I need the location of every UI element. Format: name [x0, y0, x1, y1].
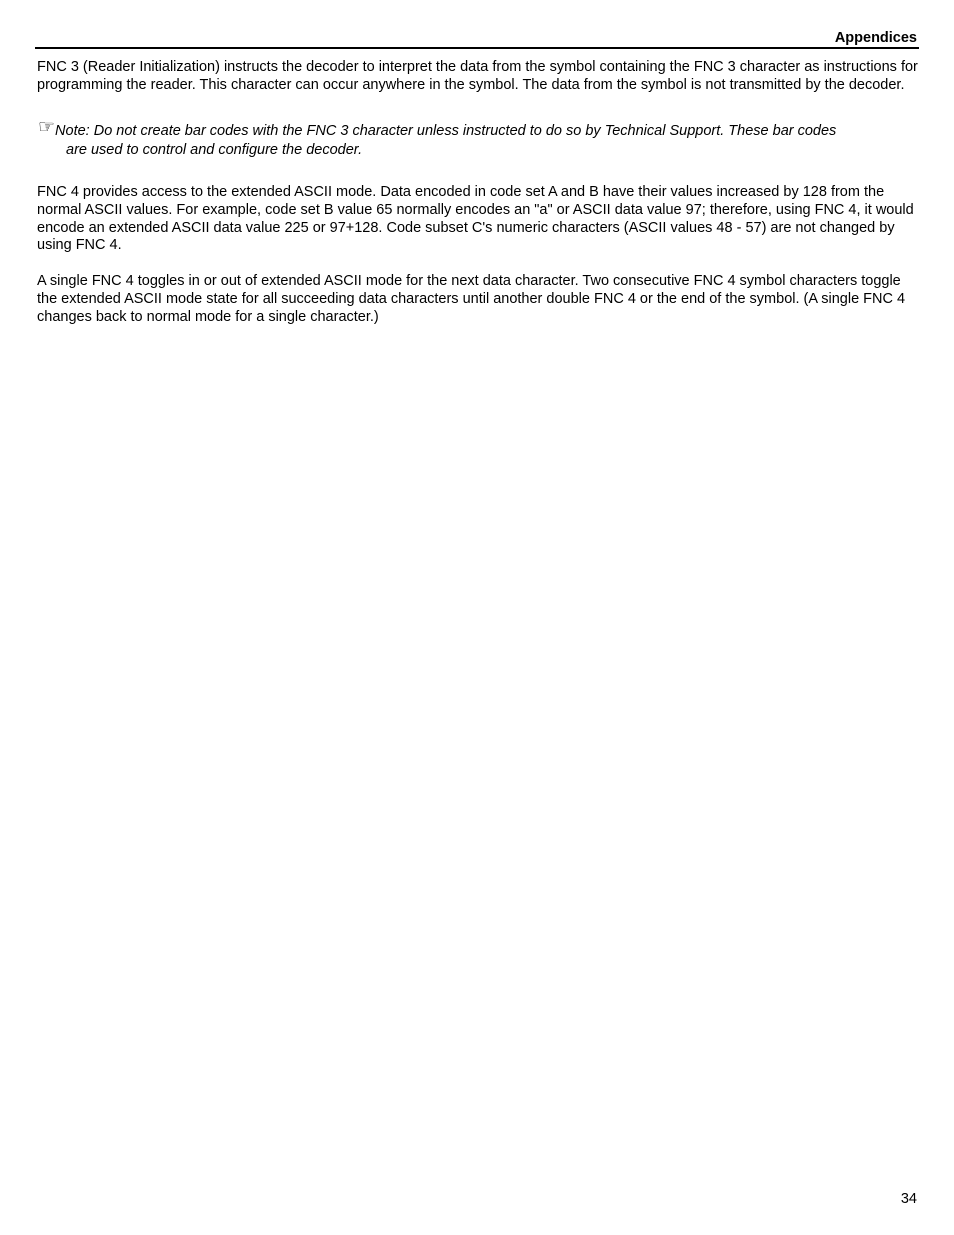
- note-text-2: are used to control and configure the decoder.: [66, 142, 363, 158]
- pointing-hand-icon: ☞: [38, 117, 56, 138]
- section-title: Appendices: [834, 30, 917, 46]
- header-divider: [35, 47, 919, 49]
- paragraph-fnc3: FNC 3 (Reader Initialization) instructs the decoder to interpret the data from the symbol containing the FNC 3 character as instructions for programming the reader. This character can occur anywhere in the symbol. The data from the symbol is not transmitted by the decoder.: [37, 59, 918, 93]
- paragraph-fnc4-toggle: A single FNC 4 toggles in or out of extended ASCII mode for the next data character. Two consecutive FNC 4 symbol characters toggle the extended ASCII mode state for all succeeding data characters until another double FNC 4 or the end of the symbol. (A single FNC 4 changes back to normal mode for a single character.): [37, 273, 906, 325]
- note-text-1: Note: Do not create bar codes with the FNC 3 character unless instructed to do so by Technical Support. These bar codes: [55, 123, 837, 139]
- paragraph-fnc4: FNC 4 provides access to the extended ASCII mode. Data encoded in code set A and B have their values increased by 128 from the normal ASCII values. For example, code set B value 65 normally encodes an "a" or ASCII data value 97; therefore, using FNC 4, it would encode an extended ASCII data value 225 or 97+128. Code subset C's numeric characters (ASCII values 48 - 57) are not changed by using FNC 4.: [37, 184, 914, 254]
- page-number: 34: [900, 1191, 917, 1207]
- note-line-1: [38, 117, 919, 141]
- note-block: [38, 117, 919, 160]
